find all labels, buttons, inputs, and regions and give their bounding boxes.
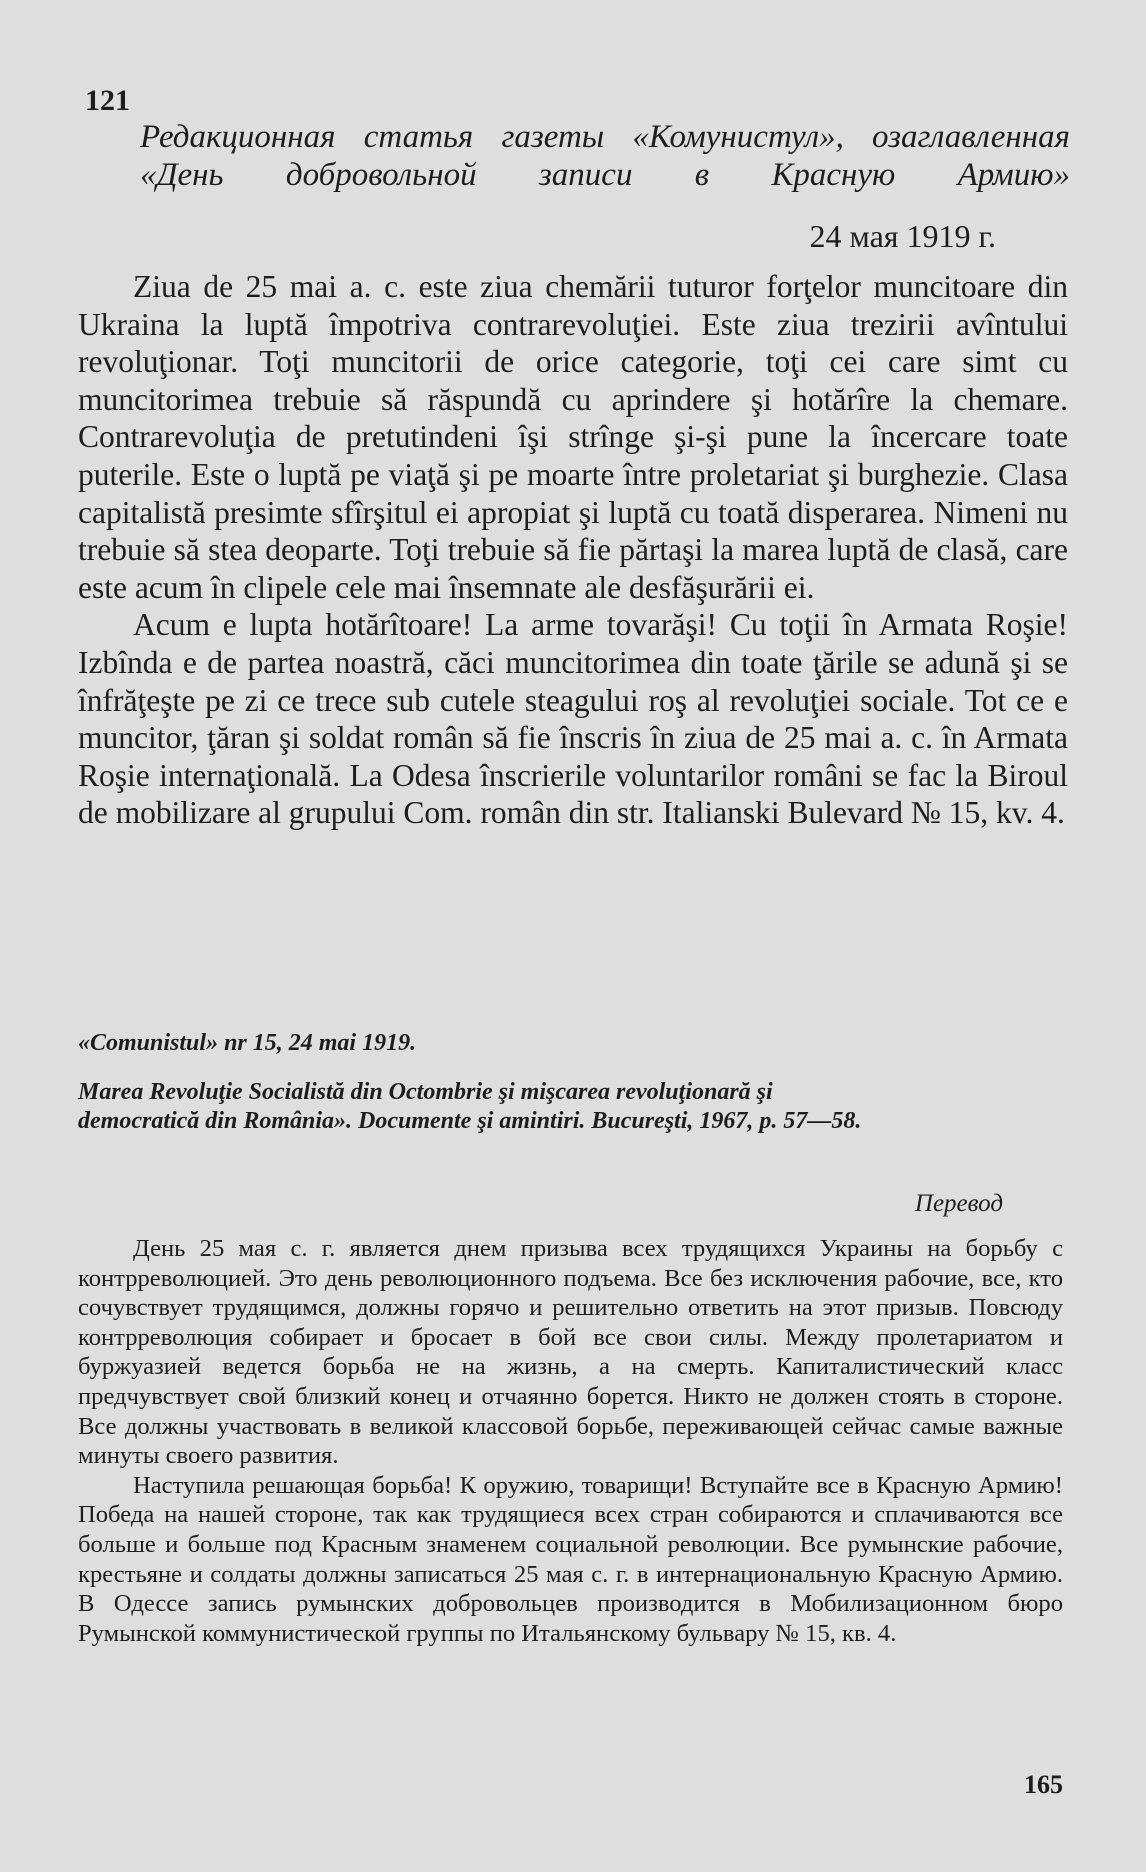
source-newspaper: «Comunistul» nr 15, 24 mai 1919. [78, 1030, 417, 1056]
romanian-text [78, 268, 1068, 832]
document-title: Редакционная статья газеты «Комунистул», озаглавленная «День добровольной записи в Красную Армию» [140, 119, 1070, 193]
russian-translation [78, 1234, 1063, 1648]
translation-paragraph: Наступила решающая борьба! К оружию, товарищи! Вступайте все в Красную Армию! Победа на нашей стороне, так как трудящиеся всех стран собираются и сплачиваются все больше и больше под Красным знаменем социальной революции. Все румынские рабочие, крестьяне и солдаты должны записаться 25 мая с. г. в интернациональную Красную Армию. В Одессе запись румынских добровольцев производится в Мобилизационном бюро Румынской коммунистической группы по Итальянскому бульвару № 15, кв. 4. [78, 1471, 1063, 1647]
document-date: 24 мая 1919 г. [809, 218, 996, 254]
document-number: 121 [85, 84, 130, 117]
translation-paragraph: День 25 мая с. г. является днем призыва всех трудящихся Украины на борьбу с контрреволюцией. Это день революционного подъема. Все без исключения рабочие, все, кто сочувствует трудящимся, должны горячо и решительно ответить на этот призыв. Повсюду контрреволюция собирает и бросает в бой все свои силы. Между пролетариатом и буржуазией ведется борьба не на жизнь, а на смерть. Капиталистический класс предчувствует свой близкий конец и отчаянно борется. Никто не должен стоять в стороне. Все должны участвовать в великой классовой борьбе, переживающей сейчас самые важные минуты своего развития. [78, 1235, 1063, 1470]
source-book: Marea Revoluţie Socialistă din Octombrie şi mişcarea revoluţionară şi democratică din România». Documente şi amintiri. Bucureşti, 1967, p. 57—58. [78, 1079, 862, 1134]
paragraph: Acum e lupta hotărîtoare! La arme tovarăşi! Cu toţii în Armata Roşie! Izbînda e de partea noastră, căci muncitorimea din toate ţările se adună şi se înfrăţeşte pe zi ce trece sub cutele steagului roş al revoluţiei sociale. Tot ce e muncitor, ţăran şi soldat român să fie înscris în ziua de 25 mai a. c. în Armata Roşie internaţională. La Odesa înscrierile voluntarilor români se fac la Biroul de mobilizare al grupului Com. român din str. Italianski Bulevard № 15, kv. 4. [78, 607, 1068, 831]
translation-label: Перевод [914, 1190, 1003, 1217]
page-number: 165 [1024, 1770, 1063, 1799]
paragraph: Ziua de 25 mai a. c. este ziua chemării tuturor forţelor muncitoare din Ukraina la luptă împotriva contrarevoluţiei. Este ziua trezirii avîntului revoluţionar. Toţi muncitorii de orice categorie, toţi cei care simt cu muncitorimea trebuie să răspundă cu aprindere şi hotărîre la chemare. Contrarevoluţia de pretutindeni îşi strînge şi-şi pune la încercare toate puterile. Este o luptă pe viaţă şi pe moarte între proletariat şi burghezie. Clasa capitalistă presimte sfîrşitul ei apropiat şi luptă cu toată disperarea. Nimeni nu trebuie să stea deoparte. Toţi trebuie să fie părtaşi la marea luptă de clasă, care este acum în clipele cele mai însemnate ale desfăşurării ei. [78, 269, 1068, 605]
